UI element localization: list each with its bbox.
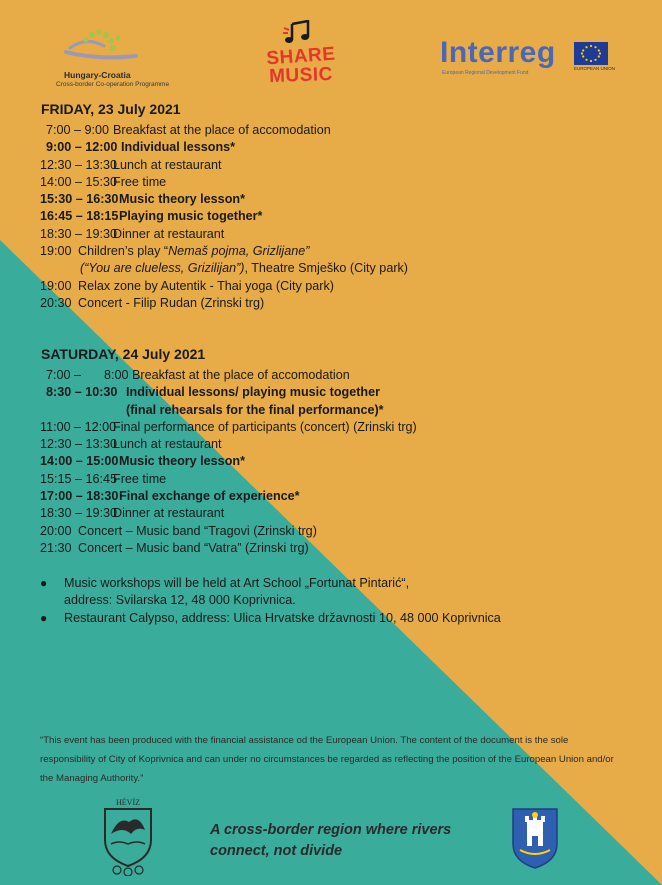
heviz-coat-of-arms xyxy=(97,796,159,881)
schedule-row xyxy=(40,505,417,522)
row-time: 14:00 – 15:00 xyxy=(40,454,119,469)
hungary-croatia-title: Hungary-Croatia xyxy=(64,70,131,80)
schedule-row xyxy=(40,226,408,243)
note-text: Restaurant Calypso, address: Ulica Hrvatske državnosti 10, 48 000 Koprivnica xyxy=(64,610,501,625)
row-time: 7:00 – 9:00 xyxy=(45,123,109,137)
row-time: 18:30 – 19:30 xyxy=(40,226,118,241)
note-item xyxy=(40,575,501,592)
slogan-line: connect, not divide xyxy=(210,843,343,859)
saturday-schedule xyxy=(40,367,417,557)
hungary-croatia-subtitle: Cross-border Co-operation Programme xyxy=(56,81,170,88)
row-activity: Concert – Music band “Tragovi (Zrinski trg) xyxy=(78,523,317,538)
eu-disclaimer: “This event has been produced with the financial assistance od the European Union. The content of the document is the sole responsibility of City of Koprivnica and can under no circumstances be regarded as reflecting the position of the European Union and/or the Managing Authority.” xyxy=(40,735,614,784)
row-time: 15:15 – 16:45 xyxy=(40,471,118,486)
bullet-icon: ● xyxy=(40,576,48,590)
note-item xyxy=(40,610,501,627)
row-activity: Relax zone by Autentik - Thai yoga (City park) xyxy=(78,278,334,293)
row-activity: Music theory lesson* xyxy=(119,192,245,207)
row-time: 14:00 – 15:30 xyxy=(40,174,118,189)
row-activity xyxy=(78,243,309,260)
schedule-row xyxy=(40,157,408,174)
eu-label: EUROPEAN UNION xyxy=(574,66,616,71)
row-time: 20:00 xyxy=(40,523,72,538)
row-activity-italic: (“You are clueless, Grizilijan”) xyxy=(80,261,245,276)
row-time: 21:30 xyxy=(40,540,72,555)
row-activity: Individual lessons* xyxy=(121,140,236,155)
row-activity: (final rehearsals for the final performance)* xyxy=(126,402,384,417)
hungary-croatia-logo-icon xyxy=(56,26,168,68)
koprivnica-coat-of-arms xyxy=(510,806,560,875)
note-item-continued xyxy=(40,592,501,609)
row-activity: Music theory lesson* xyxy=(119,454,245,469)
share-word: SHARE xyxy=(265,43,337,70)
schedule-row xyxy=(40,384,417,401)
row-activity: Final performance of participants (concert) (Zrinski trg) xyxy=(113,419,417,434)
schedule-row xyxy=(40,471,417,488)
row-time: 16:45 – 18:15 xyxy=(40,209,119,224)
schedule-row xyxy=(40,488,417,505)
friday-schedule xyxy=(40,122,408,312)
schedule-row xyxy=(40,523,417,540)
schedule-row xyxy=(40,122,408,139)
heviz-label: HÉVÍZ xyxy=(116,798,140,807)
row-time: 15:30 – 16:30 xyxy=(40,192,119,207)
interreg-logo xyxy=(436,34,622,84)
note-text: address: Svilarska 12, 48 000 Koprivnica. xyxy=(64,593,296,608)
row-activity: Concert - Filip Rudan (Zrinski trg) xyxy=(78,295,265,310)
heviz-crest-icon xyxy=(97,796,159,876)
eu-flag-icon xyxy=(574,42,608,65)
schedule-row xyxy=(40,208,408,225)
row-time: 7:00 – xyxy=(46,368,82,382)
share-music-logo xyxy=(256,20,346,90)
row-activity: Lunch at restaurant xyxy=(113,437,222,452)
schedule-row xyxy=(40,191,408,208)
schedule-row xyxy=(40,367,417,384)
row-activity: Free time xyxy=(113,471,167,486)
row-time: 8:30 – 10:30 xyxy=(46,385,118,400)
row-time: 11:00 – 12:00 xyxy=(40,419,117,434)
friday-title: FRIDAY, 23 July 2021 xyxy=(41,101,181,117)
schedule-row xyxy=(40,243,408,260)
saturday-title: SATURDAY, 24 July 2021 xyxy=(41,346,206,362)
row-activity: Playing music together* xyxy=(119,209,263,224)
row-time: 19:00 xyxy=(40,244,72,259)
venue-notes xyxy=(40,575,501,627)
schedule-row xyxy=(40,260,408,277)
row-activity: Final exchange of experience* xyxy=(119,489,300,504)
row-activity xyxy=(40,260,408,277)
row-activity-text: Children’s play “ xyxy=(78,244,169,259)
row-time: 12:30 – 13:30 xyxy=(40,437,118,452)
row-activity: Dinner at restaurant xyxy=(113,226,225,241)
slogan-line: A cross-border region where rivers xyxy=(210,822,452,838)
row-activity: Individual lessons/ playing music together xyxy=(126,385,381,400)
schedule-row xyxy=(40,419,417,436)
row-time: 20:30 xyxy=(40,295,72,310)
slogan xyxy=(210,820,451,862)
schedule-row xyxy=(40,540,417,557)
row-time: 19:00 xyxy=(40,278,72,293)
row-activity: Dinner at restaurant xyxy=(113,506,225,521)
bullet-icon: ● xyxy=(40,610,48,625)
row-activity-italic: Nemaš pojma, Grizlijane” xyxy=(168,244,310,259)
row-time: 9:00 – 12:00 xyxy=(46,140,118,155)
interreg-fund: European Regional Development Fund xyxy=(442,70,529,76)
row-activity-text: , Theatre Smješko (City park) xyxy=(244,261,409,276)
koprivnica-crest-icon xyxy=(510,806,560,870)
schedule-row xyxy=(40,402,417,419)
schedule-row xyxy=(40,174,408,191)
music-word: MUSIC xyxy=(268,63,334,88)
schedule-row xyxy=(40,453,417,470)
row-activity: Breakfast at the place of accomodation xyxy=(113,123,331,137)
hungary-croatia-logo xyxy=(56,26,168,92)
row-time: 12:30 – 13:30 xyxy=(40,157,118,172)
schedule-row xyxy=(40,436,417,453)
row-time: 18:30 – 19:30 xyxy=(40,506,118,521)
row-activity: Lunch at restaurant xyxy=(113,157,222,172)
row-activity: 8:00 Breakfast at the place of accomodation xyxy=(104,368,350,382)
interreg-name: Interreg xyxy=(440,36,556,69)
row-activity: Concert – Music band “Vatra” (Zrinski trg) xyxy=(78,540,309,555)
schedule-row xyxy=(40,139,408,156)
row-activity: Free time xyxy=(113,174,167,189)
music-note-icon xyxy=(282,20,316,46)
row-time: 17:00 – 18:30 xyxy=(40,489,119,504)
note-text: Music workshops will be held at Art School „Fortunat Pintarić“, xyxy=(64,576,410,590)
schedule-row xyxy=(40,278,408,295)
schedule-row xyxy=(40,295,408,312)
